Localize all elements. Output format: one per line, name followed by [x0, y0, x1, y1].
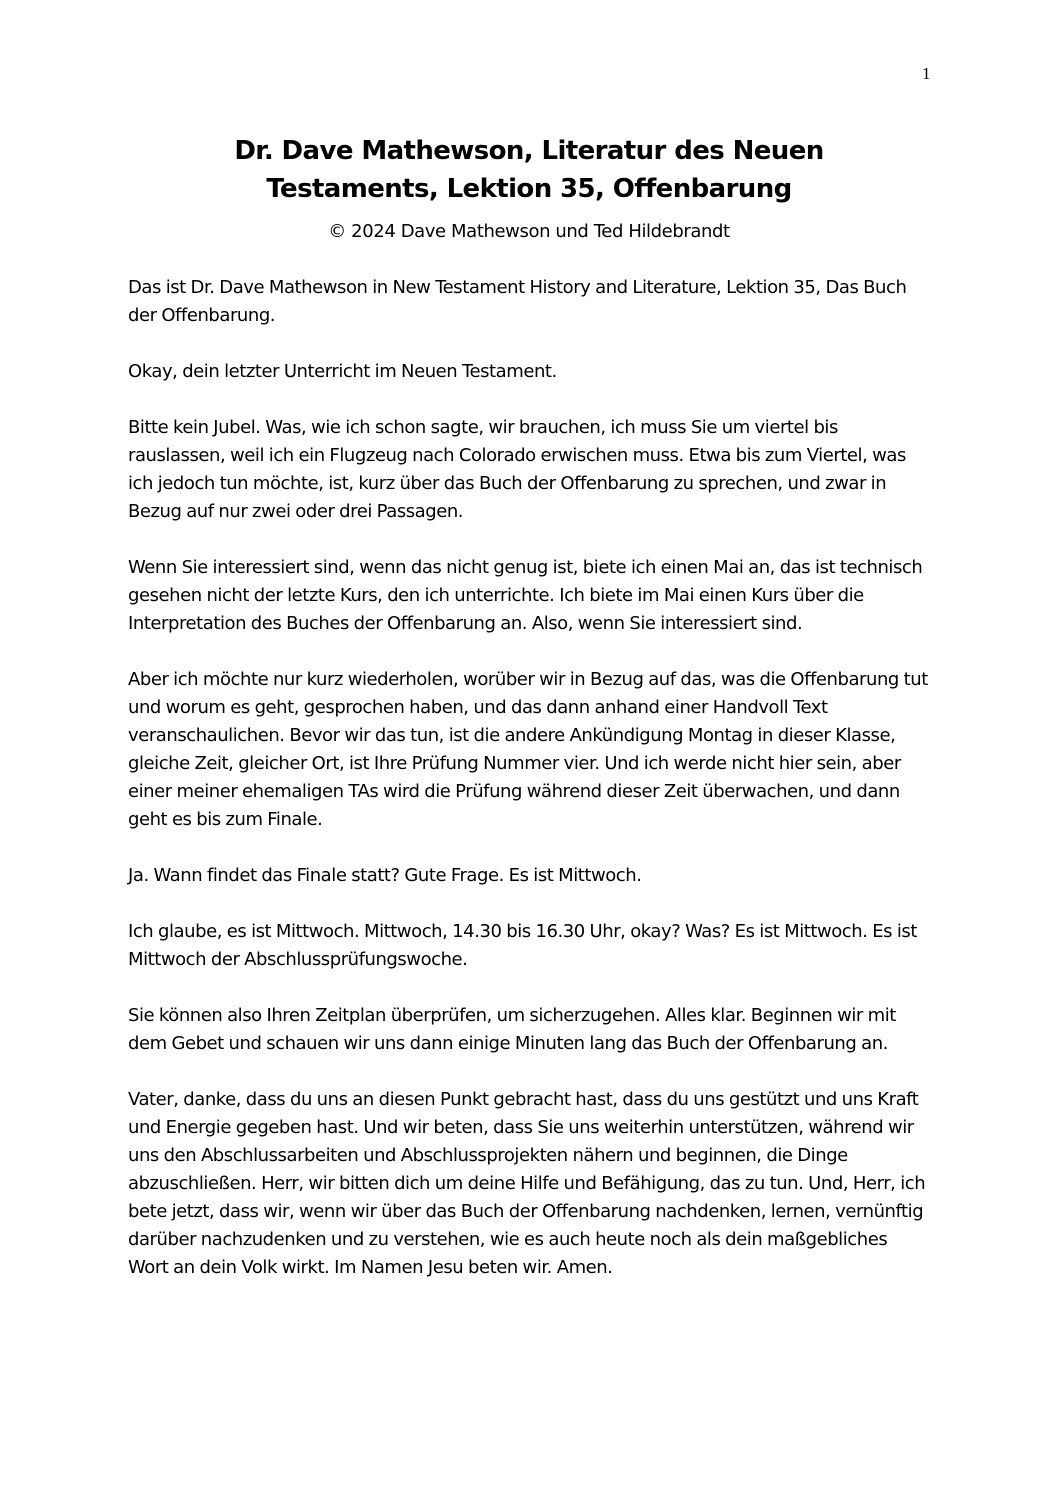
- copyright-line: © 2024 Dave Mathewson und Ted Hildebrandt: [328, 221, 730, 242]
- body-text: [128, 274, 932, 1310]
- paragraph: Aber ich möchte nur kurz wiederholen, worüber wir in Bezug auf das, was die Offenbarung tut und worum es geht, gesprochen haben, und das dann anhand einer Handvoll Text veranschaulichen. Bevor wir das tun, ist die andere Ankündigung Montag in dieser Klasse, gleiche Zeit, gleicher Ort, ist Ihre Prüfung Nummer vier. Und ich werde nicht hier sein, aber einer meiner ehemaligen TAs wird die Prüfung während dieser Zeit überwachen, und dann geht es bis zum Finale.: [128, 669, 928, 830]
- page-number: 1: [922, 64, 931, 83]
- paragraph: Ich glaube, es ist Mittwoch. Mittwoch, 14.30 bis 16.30 Uhr, okay? Was? Es ist Mittwoch. Es ist Mittwoch der Abschlussprüfungswoche.: [128, 921, 917, 970]
- paragraph: Vater, danke, dass du uns an diesen Punkt gebracht hast, dass du uns gestützt und uns Kraft und Energie gegeben hast. Und wir beten, dass Sie uns weiterhin unterstützen, während wir uns den Abschlussarbeiten und Abschlussprojekten nähern und beginnen, die Dinge abzuschließen. Herr, wir bitten dich um deine Hilfe und Befähigung, das zu tun. Und, Herr, ich bete jetzt, dass wir, wenn wir über das Buch der Offenbarung nachdenken, lernen, vernünftig darüber nachzudenken und zu verstehen, wie es auch heute noch als dein maßgebliches Wort an dein Volk wirkt. Im Namen Jesu beten wir. Amen.: [128, 1089, 926, 1278]
- paragraph: Ja. Wann findet das Finale statt? Gute Frage. Es ist Mittwoch.: [128, 865, 642, 886]
- document-title: [129, 132, 929, 208]
- title-line-2: Testaments, Lektion 35, Offenbarung: [266, 174, 792, 204]
- title-line-1: Dr. Dave Mathewson, Literatur des Neuen: [234, 136, 824, 166]
- paragraph: Wenn Sie interessiert sind, wenn das nicht genug ist, biete ich einen Mai an, das ist technisch gesehen nicht der letzte Kurs, den ich unterrichte. Ich biete im Mai einen Kurs über die Interpretation des Buches der Offenbarung an. Also, wenn Sie interessiert sind.: [128, 557, 923, 634]
- paragraph: Okay, dein letzter Unterricht im Neuen Testament.: [128, 361, 557, 382]
- paragraph: Das ist Dr. Dave Mathewson in New Testament History and Literature, Lektion 35, Das Buch der Offenbarung.: [128, 277, 907, 326]
- paragraph: Sie können also Ihren Zeitplan überprüfen, um sicherzugehen. Alles klar. Beginnen wir mit dem Gebet und schauen wir uns dann einige Minuten lang das Buch der Offenbarung an.: [128, 1005, 896, 1054]
- paragraph: Bitte kein Jubel. Was, wie ich schon sagte, wir brauchen, ich muss Sie um viertel bis rauslassen, weil ich ein Flugzeug nach Colorado erwischen muss. Etwa bis zum Viertel, was ich jedoch tun möchte, ist, kurz über das Buch der Offenbarung zu sprechen, und zwar in Bezug auf nur zwei oder drei Passagen.: [128, 417, 906, 522]
